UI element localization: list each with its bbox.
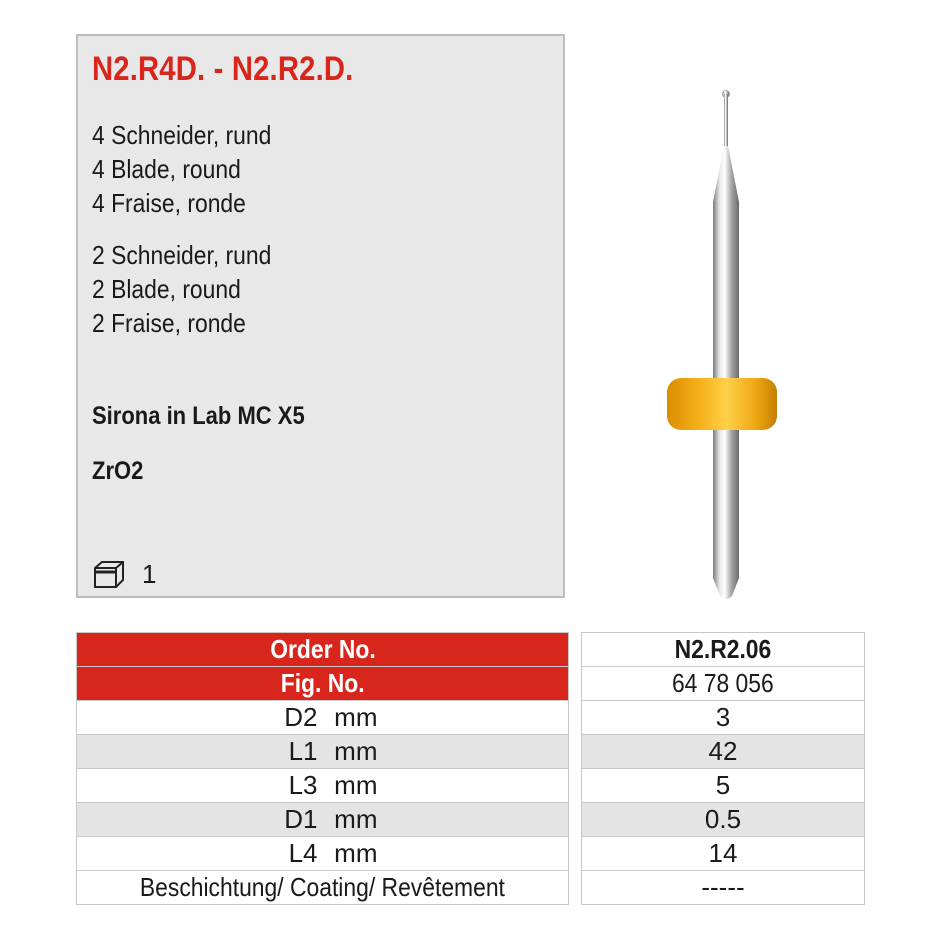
coating-label: Beschichtung/ Coating/ Revêtement bbox=[77, 871, 569, 905]
table-row bbox=[77, 701, 569, 735]
description-line: 4 Blade, round bbox=[92, 154, 241, 184]
table-row bbox=[77, 837, 569, 871]
description-4-blade bbox=[92, 118, 271, 220]
description-line: 4 Schneider, rund bbox=[92, 120, 272, 150]
description-line: 2 Fraise, ronde bbox=[92, 308, 246, 338]
spec-value: 0.5 bbox=[582, 803, 865, 837]
spec-labels-table bbox=[76, 632, 569, 905]
table-row bbox=[582, 837, 865, 871]
table-row bbox=[77, 667, 569, 701]
package-box-icon bbox=[92, 560, 126, 590]
description-line: 2 Schneider, rund bbox=[92, 240, 272, 270]
spec-label: D2 mm bbox=[77, 701, 569, 735]
table-row bbox=[77, 803, 569, 837]
fig-no-value: 64 78 056 bbox=[582, 667, 865, 701]
table-row bbox=[77, 735, 569, 769]
spec-label: L4 mm bbox=[77, 837, 569, 871]
spec-value: 3 bbox=[582, 701, 865, 735]
machine-name: Sirona in Lab MC X5 bbox=[92, 402, 305, 430]
table-row bbox=[582, 803, 865, 837]
table-row bbox=[582, 701, 865, 735]
product-info-panel bbox=[76, 34, 565, 598]
table-row bbox=[582, 633, 865, 667]
spec-label: L1 mm bbox=[77, 735, 569, 769]
table-row bbox=[582, 735, 865, 769]
pack-quantity: 1 bbox=[142, 559, 157, 589]
table-row bbox=[77, 633, 569, 667]
product-title: N2.R4D. - N2.R2.D. bbox=[92, 50, 354, 88]
fig-no-label: Fig. No. bbox=[77, 667, 569, 701]
spec-value: 14 bbox=[582, 837, 865, 871]
spec-value: 5 bbox=[582, 769, 865, 803]
table-row bbox=[582, 871, 865, 905]
spec-label: L3 mm bbox=[77, 769, 569, 803]
table-row bbox=[582, 769, 865, 803]
table-row bbox=[77, 769, 569, 803]
milling-bur-image bbox=[660, 84, 790, 608]
table-row bbox=[582, 667, 865, 701]
coating-value: ----- bbox=[582, 871, 865, 905]
material-name: ZrO2 bbox=[92, 457, 144, 485]
description-line: 4 Fraise, ronde bbox=[92, 188, 246, 218]
spec-value: 42 bbox=[582, 735, 865, 769]
spec-values-table bbox=[581, 632, 865, 905]
table-row bbox=[77, 871, 569, 905]
order-no-value: N2.R2.06 bbox=[582, 633, 865, 667]
spec-label: D1 mm bbox=[77, 803, 569, 837]
description-2-blade bbox=[92, 238, 271, 340]
order-no-label: Order No. bbox=[77, 633, 569, 667]
description-line: 2 Blade, round bbox=[92, 274, 241, 304]
